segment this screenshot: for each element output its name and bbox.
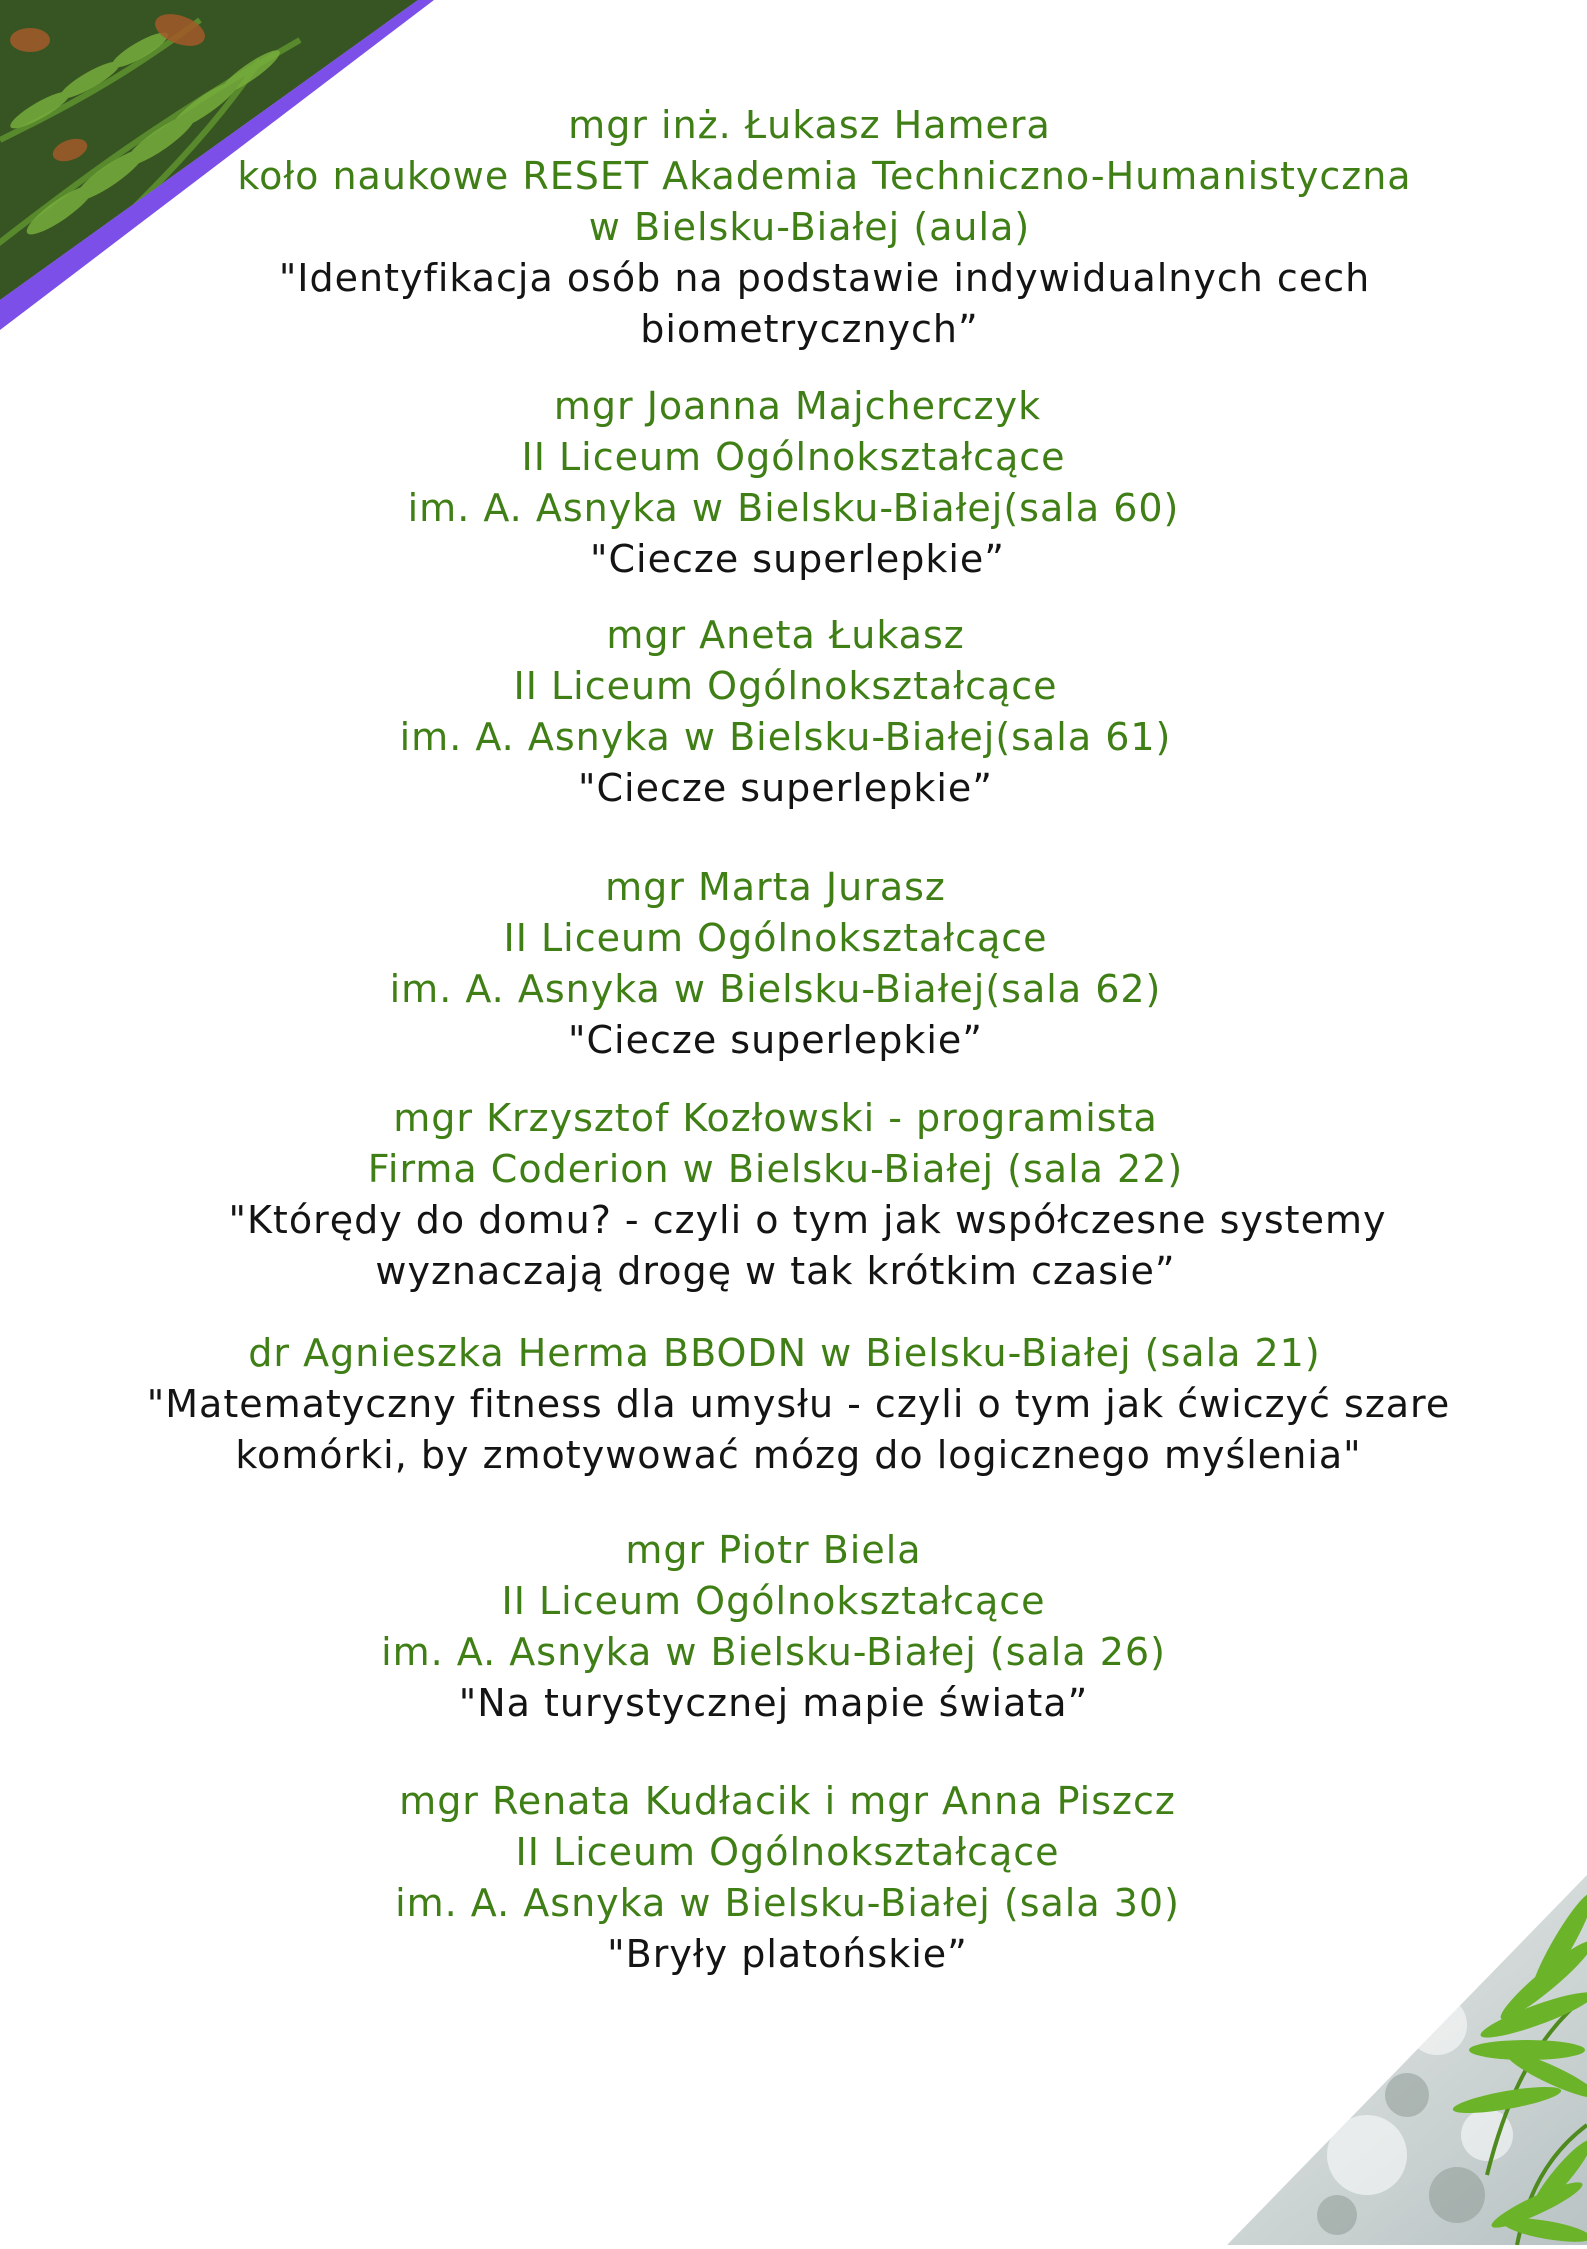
speaker-affiliation: II Liceum Ogólnokształcące — [513, 664, 1058, 708]
speaker-affiliation: koło naukowe RESET Akademia Techniczno-Humanistyczna — [237, 154, 1412, 198]
program-entry — [0, 1093, 1587, 1297]
talk-title: biometrycznych” — [640, 307, 979, 351]
speaker-location: w Bielsku-Białej (aula) — [588, 205, 1031, 249]
talk-title: "Ciecze superlepkie” — [578, 766, 993, 810]
speaker-affiliation: II Liceum Ogólnokształcące — [521, 435, 1066, 479]
speaker-location: im. A. Asnyka w Bielsku-Białej (sala 30) — [395, 1881, 1180, 1925]
program-entry — [0, 100, 1587, 355]
program-entry — [0, 862, 1587, 1066]
program-entry — [0, 1328, 1587, 1481]
talk-title: "Którędy do domu? - czyli o tym jak współczesne systemy — [228, 1198, 1387, 1242]
program-entry — [0, 1525, 1587, 1729]
talk-title: "Bryły platońskie” — [607, 1932, 968, 1976]
speaker-name: mgr Piotr Biela — [625, 1528, 922, 1572]
talk-title: "Matematyczny fitness dla umysłu - czyli o tym jak ćwiczyć szare — [146, 1382, 1451, 1426]
speaker-name: mgr Krzysztof Kozłowski - programista — [393, 1096, 1158, 1140]
program-entry — [0, 610, 1587, 814]
talk-title: "Na turystycznej mapie świata” — [458, 1681, 1089, 1725]
talk-title: komórki, by zmotywować mózg do logicznego myślenia" — [235, 1433, 1362, 1477]
speaker-affiliation: II Liceum Ogólnokształcące — [515, 1830, 1060, 1874]
talk-title: wyznaczają drogę w tak krótkim czasie” — [375, 1249, 1176, 1293]
speaker-affiliation: II Liceum Ogólnokształcące — [501, 1579, 1046, 1623]
speaker-name: dr Agnieszka Herma BBODN w Bielsku-Białej (sala 21) — [248, 1331, 1321, 1375]
speaker-location: im. A. Asnyka w Bielsku-Białej (sala 26) — [381, 1630, 1166, 1674]
talk-title: "Ciecze superlepkie” — [568, 1018, 983, 1062]
speaker-location: im. A. Asnyka w Bielsku-Białej(sala 62) — [389, 967, 1162, 1011]
speaker-name: mgr inż. Łukasz Hamera — [568, 103, 1051, 147]
talk-title: "Ciecze superlepkie” — [590, 537, 1005, 581]
speaker-affiliation: Firma Coderion w Bielsku-Białej (sala 22) — [367, 1147, 1184, 1191]
speaker-affiliation: II Liceum Ogólnokształcące — [503, 916, 1048, 960]
speaker-location: im. A. Asnyka w Bielsku-Białej(sala 60) — [407, 486, 1180, 530]
speaker-location: im. A. Asnyka w Bielsku-Białej(sala 61) — [399, 715, 1172, 759]
speaker-name: mgr Aneta Łukasz — [606, 613, 965, 657]
speaker-name: mgr Marta Jurasz — [605, 865, 946, 909]
speaker-name: mgr Renata Kudłacik i mgr Anna Piszcz — [399, 1779, 1176, 1823]
talk-title: "Identyfikacja osób na podstawie indywidualnych cech — [278, 256, 1371, 300]
program-entry — [0, 1776, 1587, 1980]
speaker-name: mgr Joanna Majcherczyk — [553, 384, 1042, 428]
program-entry — [0, 381, 1587, 585]
